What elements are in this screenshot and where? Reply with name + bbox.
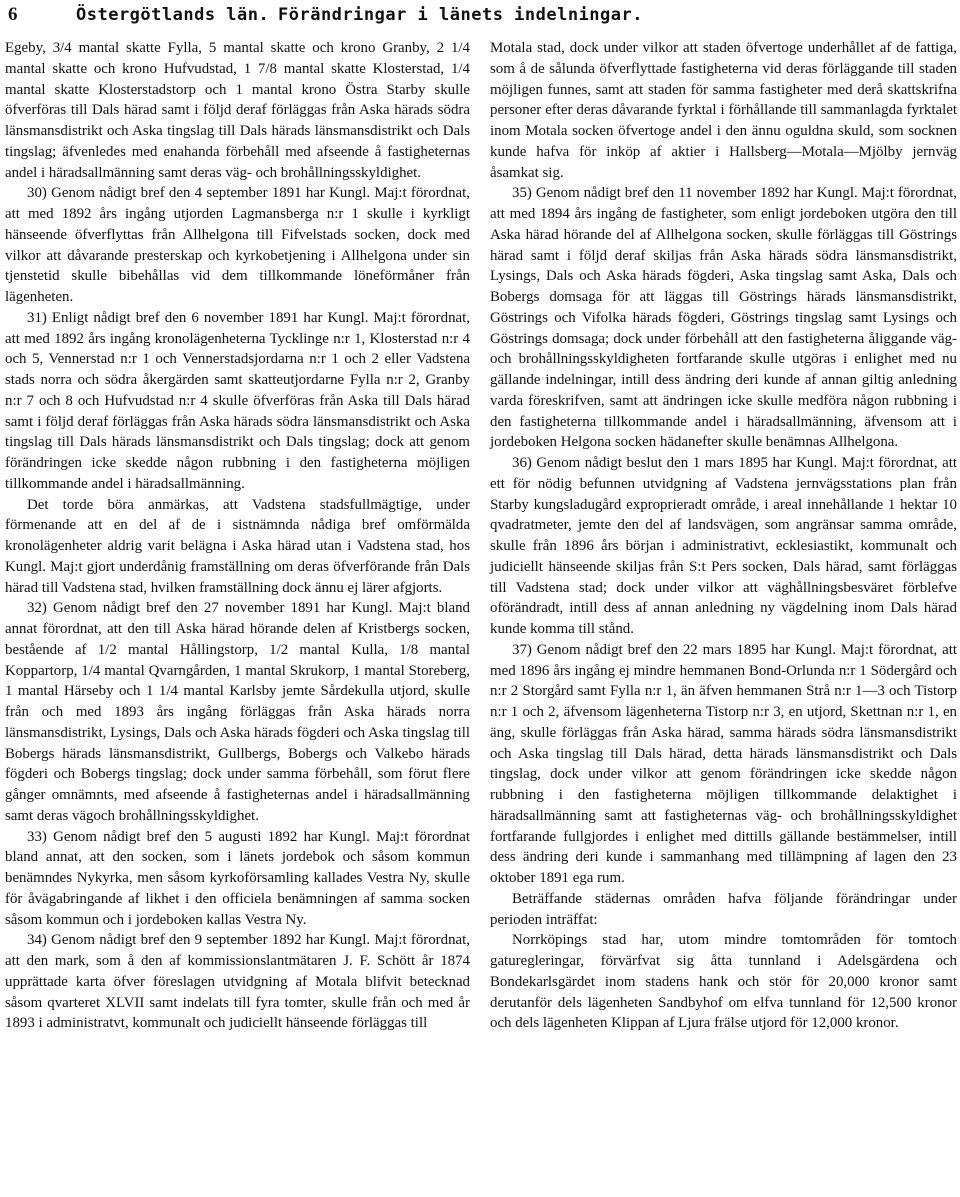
page-number: 6 [8, 4, 18, 25]
paragraph-35: 35) Genom nådigt bref den 11 november 1892 har Kungl. Maj:t förordnat, att med 1894 års ingång de fastigheter, som enligt jordeboken utgöra den till Aska härad hörande del af Allhelgona socken, skulle förläggas till Göstrings härad samt i följd deraf skiljas från Aska härads södra länsmansdistrikt, Lysings, Dals och Aska härads fögderi, Aska tingslag samt Aska, Dals och Bobergs domsaga för att läggas till Göstrings härads länsmansdistrikt, Göstrings och Vifolka härads fögderi, Göstrings tingslag samt Lysings och Göstrings domsaga; dock under förbehåll att den fastigheterna åliggande väg- och brohållningsskyldigheten fortfarande skulle utgöras i enlighet med nu gällande indelningar, intill dess ändring deri kunde af annan giltig anledning varda föreskrifven, samt att ändringen icke skulle medföra någon rubbning i den fastigheterna tillkommande andel i häradsallmänning, äfvensom att i jordeboken Helgona socken hädanefter skulle benämnas Allhelgona. [490, 185, 957, 451]
paragraph-34: 34) Genom nådigt bref den 9 september 1892 har Kungl. Maj:t förordnat, att den mark, som å den af kommissionslantmätaren J. F. Schött år 1874 upprättade karta öfver föreslagen utvidgning af Motala blifvit betecknad såsom qvarteret XLVII samt indelats till fyra tomter, skulle från och med år 1893 i administratvt, kommunalt och judiciellt hänseende förläggas till [5, 932, 470, 1032]
paragraph-continued: Egeby, 3/4 mantal skatte Fylla, 5 mantal skatte och krono Granby, 2 1/4 mantal skatte och krono Hufvudstad, 1 7/8 mantal skatte Klosterstad, 1/4 mantal skatte Klosterstadstorp och 1 mantal krono Östra Starby skulle öfverföras till Dals härad samt i följd deraf förläggas från Aska härads södra länsmansdistrikt och Aska tingslag till Dals härads länsmansdistrikt och Dals tingslag; äfvenledes med enahanda förbehåll med afseende å fastigheternas andel i häradsallmänning samt deras väg- och brohållningsskyldighet. [5, 40, 470, 181]
running-title-county: Östergötlands län. [76, 5, 270, 25]
paragraph-31: 31) Enligt nådigt bref den 6 november 1891 har Kungl. Maj:t förordnat, att med 1892 års ingång kronolägenheterna Tycklinge n:r 1, Klosterstad n:r 4 och 5, Vennerstad n:r 1 och Vennerstadsjordarna n:r 1 och 2 eller Vadstena stads norra och södra åkergärden samt skatteutjordarne Fylla n:r 2, Granby n:r 7 och 8 och Hufvudstad n:r 4 skulle öfverföras från Aska till Dals härad samt i följd deraf förläggas från Aska härads södra länsmansdistrikt och Aska tingslag till Dals härads länsmansdistrikt och Dals tingslag; dock att genom förändringen icke skedde någon rubbning i den fastigheterna möjligen tillkommande andel i häradsallmänning. [5, 309, 470, 492]
paragraph-city-areas: Beträffande städernas områden hafva följande förändringar under perioden inträffat: [490, 890, 957, 928]
page-header [8, 2, 952, 32]
left-column [5, 38, 470, 1034]
paragraph-norrkoping: Norrköpings stad har, utom mindre tomtområden för tomtoch gaturegleringar, förvärfvat sig åtta tunnland i Adelsgärdena och Bondekarlsgärdet inom stadens hank och stör för 20,000 kronor samt derutanför dels lägenheten Sandbyhof om elfva tunnland för 12,500 kronor och dels lägenheten Klippan af Ljura frälse utjord för 12,000 kronor. [490, 932, 957, 1032]
paragraph-37: 37) Genom nådigt bref den 22 mars 1895 har Kungl. Maj:t förordnat, att med 1896 års ingång ej mindre hemmanen Bond-Orlunda n:r 1 Södergård och n:r 2 Storgård samt Fylla n:r 1, än äfven hemmanen Strå n:r 1—3 och Tistorp n:r 1 och 2, äfvensom lägenheterna Tistorp n:r 3, en utjord, Skettnan n:r 1, en äng, skulle förläggas från Aska härad, samma härads södra länsmansdistrikt och Aska tingslag till Dals härad, detta härads länsmansdistrikt och Dals tingslag, dock under vilkor att genom förändringen icke skedde någon rubbning i den fastigheterna möjligen tillkommande delaktighet i häradsallmänning samt att fastigheternas väg- och brohållningsskyldighet fortfarande fullgjordes i enlighet med dittills gällande bestämmelser, intill dess ändring deri kunde i sammanhang med tillämpning af lagen den 23 oktober 1891 ega rum. [490, 641, 957, 886]
right-column [490, 38, 957, 1034]
paragraph-36: 36) Genom nådigt beslut den 1 mars 1895 har Kungl. Maj:t förordnat, att ett för nödig befunnen utvidgning af Vadstena jernvägsstations plan från Starby kungsladugård exproprieradt område, i areal innehållande 1 hektar 10 qvadratmeter, jemte den del af landsvägen, som angränsar samma område, skulle från 1896 års början i administrativt, ecklesiastikt, kommunalt och judiciellt hänseende skiljas från S:t Pers socken, Dals härad, samt förläggas till Vadstena stad; dock under vilkor att väghållningsbesväret förblefve oförändradt, intill dess af annan anledning ny vägdelning inom Dals härad kunde komma till stånd. [490, 455, 957, 637]
paragraph-note: Det torde böra anmärkas, att Vadstena stadsfullmägtige, under förmenande att en del af de i sistnämnda nådiga bref omförmälda kronolägenheter aldrig varit belägna i Aska härad utan i Vadstena stad, hos Kungl. Maj:t gjort underdånig framställning om deras öfverförande från Dals härad till Vadstena stad, hvilken framställning dock ännu ej lärer afgjorts. [5, 496, 470, 596]
paragraph-33: 33) Genom nådigt bref den 5 augusti 1892 har Kungl. Maj:t förordnat bland annat, att den socken, som i länets jordebok och såsom kommun benämndes Nykyrka, men såsom kyrkoförsamling kallades Vestra Ny, skulle för åvägabringande af likhet i den officiela benämningen af samma socken såsom kommun och i jordeboken kallas Vestra Ny. [5, 828, 470, 928]
running-title-section: Förändringar i länets indelningar. [278, 5, 643, 25]
paragraph-34-continued: Motala stad, dock under vilkor att staden öfvertoge underhållet af de fattiga, som å de sålunda öfverflyttade fastigheterna vid deras förläggande till staden möjligen funnes, samt att staden för samma fastigheter med derå skattskrifna personer efter deras dåvarande fyrktal i förhållande till sammanlagda fyrktalet inom Motala socken öfvertoge andel i den ännu oguldna skuld, som socknen kunde hafva för inköp af aktier i Hallsberg—Motala—Mjölby jernväg åsamkat sig. [490, 40, 957, 181]
paragraph-30: 30) Genom nådigt bref den 4 september 1891 har Kungl. Maj:t förordnat, att med 1892 års ingång utjorden Lagmansberga n:r 1 skulle i kyrkligt hänseende öfverflyttas från Allhelgona till Fifvelstads socken, dock med vilkor att dåvarande presterskap och kyrkobetjening i Allhelgona under sin tjenstetid skulle bibehållas vid dem tillkommande löneförmåner från lägenheten. [5, 185, 470, 305]
paragraph-32: 32) Genom nådigt bref den 27 november 1891 har Kungl. Maj:t bland annat förordnat, att den till Aska härad hörande delen af Kristbergs socken, bestående af 1/2 mantal Hållingstorp, 1/2 mantal Kulla, 1/8 mantal Koppartorp, 1/4 mantal Qvarngården, 1 mantal Skrukorp, 1 mantal Storeberg, 1 mantal Härseby och 1 1/4 mantal Karlsby jemte Sårdekulla utjord, skulle från och med 1893 års ingång förläggas från Aska härads norra länsmansdistrikt, Lysings, Dals och Aska härads fögderi och Aska tingslag till Bobergs härads länsmansdistrikt, Gullbergs, Bobergs och Valkebo härads fögderi och Bobergs tingslag; dock under samma förbehåll, som förut flere gånger omnämnts, med afseende å fastigheternas andel i häradsallmänning samt deras vägoch brohållningsskyldighet. [5, 600, 470, 824]
